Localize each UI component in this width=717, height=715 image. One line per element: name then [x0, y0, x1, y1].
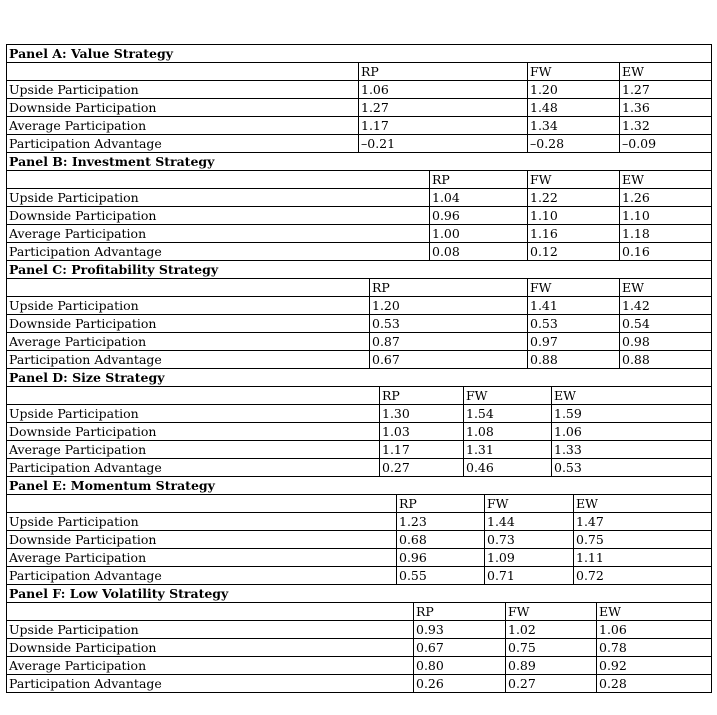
column-header: RP [413, 603, 505, 620]
value-cell: 1.32 [619, 117, 711, 134]
value-cell: 1.47 [573, 513, 711, 530]
column-header: RP [396, 495, 484, 512]
value-cell: 0.88 [619, 351, 711, 368]
panel-title: Panel A: Value Strategy [6, 44, 712, 62]
value-cell: –0.09 [619, 135, 711, 152]
value-cell: 1.26 [619, 189, 711, 206]
value-cell: 0.71 [484, 567, 573, 584]
row-label: Average Participation [9, 226, 147, 241]
row-label [7, 63, 358, 80]
value-cell: 1.30 [379, 405, 463, 422]
row-label: Participation Advantage [9, 352, 162, 367]
table-row [6, 332, 712, 350]
row-label: Upside Participation [9, 514, 139, 529]
header-row [6, 602, 712, 620]
column-header: EW [573, 495, 711, 512]
value-cell: 1.42 [619, 297, 711, 314]
value-cell: 1.20 [527, 81, 619, 98]
row-label: Downside Participation [9, 100, 157, 115]
value-cell: 1.31 [463, 441, 551, 458]
row-label: Average Participation [9, 442, 147, 457]
panel-title: Panel C: Profitability Strategy [6, 260, 712, 278]
value-cell: 1.36 [619, 99, 711, 116]
value-cell: 1.06 [596, 621, 711, 638]
table-row [6, 116, 712, 134]
column-header: FW [527, 171, 619, 188]
value-cell: 0.12 [527, 243, 619, 260]
table-row [6, 296, 712, 314]
row-label: Participation Advantage [9, 568, 162, 583]
value-cell: 1.16 [527, 225, 619, 242]
value-cell: 1.59 [551, 405, 711, 422]
table-bottom-border [6, 692, 712, 693]
value-cell: 1.33 [551, 441, 711, 458]
value-cell: 0.89 [505, 657, 596, 674]
value-cell: 1.22 [527, 189, 619, 206]
row-label [7, 387, 379, 404]
column-header: EW [619, 279, 711, 296]
value-cell: 0.98 [619, 333, 711, 350]
table-row [6, 350, 712, 368]
value-cell: 1.10 [527, 207, 619, 224]
table-row [6, 242, 712, 260]
value-cell: 0.26 [413, 675, 505, 692]
value-cell: 0.97 [527, 333, 619, 350]
header-row [6, 278, 712, 296]
row-label: Participation Advantage [9, 676, 162, 691]
row-label: Downside Participation [9, 316, 157, 331]
table-row [6, 566, 712, 584]
row-label: Average Participation [9, 658, 147, 673]
column-header: RP [358, 63, 527, 80]
results-table [6, 44, 712, 693]
value-cell: 0.27 [505, 675, 596, 692]
column-header: EW [596, 603, 711, 620]
value-cell: 1.54 [463, 405, 551, 422]
row-label [7, 171, 429, 188]
row-label [7, 279, 369, 296]
value-cell: –0.21 [358, 135, 527, 152]
row-label: Upside Participation [9, 82, 139, 97]
row-label: Upside Participation [9, 190, 139, 205]
value-cell: 0.80 [413, 657, 505, 674]
column-header: EW [619, 171, 711, 188]
value-cell: 1.06 [358, 81, 527, 98]
value-cell: 1.08 [463, 423, 551, 440]
panel-f [6, 584, 712, 692]
row-label: Average Participation [9, 550, 147, 565]
row-label: Upside Participation [9, 298, 139, 313]
value-cell: 0.87 [369, 333, 527, 350]
column-header: RP [429, 171, 527, 188]
value-cell: 0.75 [505, 639, 596, 656]
value-cell: 1.17 [379, 441, 463, 458]
column-header: FW [527, 279, 619, 296]
value-cell: 0.53 [551, 459, 711, 476]
panel-c [6, 260, 712, 368]
row-label: Participation Advantage [9, 136, 162, 151]
value-cell: 1.06 [551, 423, 711, 440]
value-cell: 0.78 [596, 639, 711, 656]
value-cell: 0.67 [413, 639, 505, 656]
table-row [6, 440, 712, 458]
column-header: EW [619, 63, 711, 80]
table-row [6, 530, 712, 548]
panel-title: Panel E: Momentum Strategy [6, 476, 712, 494]
value-cell: 0.75 [573, 531, 711, 548]
row-label [7, 495, 396, 512]
value-cell: 1.48 [527, 99, 619, 116]
panel-b [6, 152, 712, 260]
panel-title: Panel B: Investment Strategy [6, 152, 712, 170]
column-header: RP [379, 387, 463, 404]
value-cell: 1.27 [619, 81, 711, 98]
table-row [6, 404, 712, 422]
value-cell: 0.54 [619, 315, 711, 332]
table-row [6, 224, 712, 242]
panel-d [6, 368, 712, 476]
panel-a [6, 44, 712, 152]
row-label: Downside Participation [9, 208, 157, 223]
value-cell: 0.88 [527, 351, 619, 368]
table-row [6, 458, 712, 476]
value-cell: 0.93 [413, 621, 505, 638]
value-cell: 1.03 [379, 423, 463, 440]
value-cell: 1.10 [619, 207, 711, 224]
value-cell: 1.02 [505, 621, 596, 638]
value-cell: 1.09 [484, 549, 573, 566]
row-label: Upside Participation [9, 406, 139, 421]
value-cell: 1.20 [369, 297, 527, 314]
value-cell: 1.41 [527, 297, 619, 314]
table-row [6, 134, 712, 152]
value-cell: 0.27 [379, 459, 463, 476]
panel-title: Panel F: Low Volatility Strategy [6, 584, 712, 602]
row-label: Downside Participation [9, 532, 157, 547]
value-cell: 0.72 [573, 567, 711, 584]
value-cell: 0.28 [596, 675, 711, 692]
column-header: RP [369, 279, 527, 296]
table-row [6, 656, 712, 674]
row-label: Downside Participation [9, 424, 157, 439]
value-cell: 1.44 [484, 513, 573, 530]
table-row [6, 548, 712, 566]
value-cell: 0.53 [527, 315, 619, 332]
value-cell: 1.27 [358, 99, 527, 116]
table-row [6, 638, 712, 656]
row-label [7, 603, 413, 620]
table-row [6, 98, 712, 116]
value-cell: 0.16 [619, 243, 711, 260]
column-header: FW [484, 495, 573, 512]
value-cell: 1.17 [358, 117, 527, 134]
row-label: Participation Advantage [9, 460, 162, 475]
table-row [6, 674, 712, 692]
panel-e [6, 476, 712, 584]
table-row [6, 620, 712, 638]
value-cell: 1.18 [619, 225, 711, 242]
value-cell: 0.73 [484, 531, 573, 548]
table-row [6, 512, 712, 530]
value-cell: 1.04 [429, 189, 527, 206]
value-cell: 1.00 [429, 225, 527, 242]
row-label: Average Participation [9, 334, 147, 349]
column-header: EW [551, 387, 711, 404]
header-row [6, 386, 712, 404]
row-label: Average Participation [9, 118, 147, 133]
row-label: Participation Advantage [9, 244, 162, 259]
column-header: FW [527, 63, 619, 80]
table-row [6, 206, 712, 224]
panel-title: Panel D: Size Strategy [6, 368, 712, 386]
value-cell: 0.46 [463, 459, 551, 476]
header-row [6, 62, 712, 80]
value-cell: 0.55 [396, 567, 484, 584]
table-row [6, 188, 712, 206]
value-cell: 0.96 [429, 207, 527, 224]
header-row [6, 170, 712, 188]
value-cell: 0.53 [369, 315, 527, 332]
value-cell: –0.28 [527, 135, 619, 152]
value-cell: 0.08 [429, 243, 527, 260]
header-row [6, 494, 712, 512]
value-cell: 0.67 [369, 351, 527, 368]
row-label: Upside Participation [9, 622, 139, 637]
column-header: FW [505, 603, 596, 620]
value-cell: 1.34 [527, 117, 619, 134]
table-row [6, 314, 712, 332]
value-cell: 1.11 [573, 549, 711, 566]
value-cell: 0.68 [396, 531, 484, 548]
value-cell: 1.23 [396, 513, 484, 530]
table-row [6, 422, 712, 440]
table-row [6, 80, 712, 98]
value-cell: 0.96 [396, 549, 484, 566]
value-cell: 0.92 [596, 657, 711, 674]
row-label: Downside Participation [9, 640, 157, 655]
column-header: FW [463, 387, 551, 404]
